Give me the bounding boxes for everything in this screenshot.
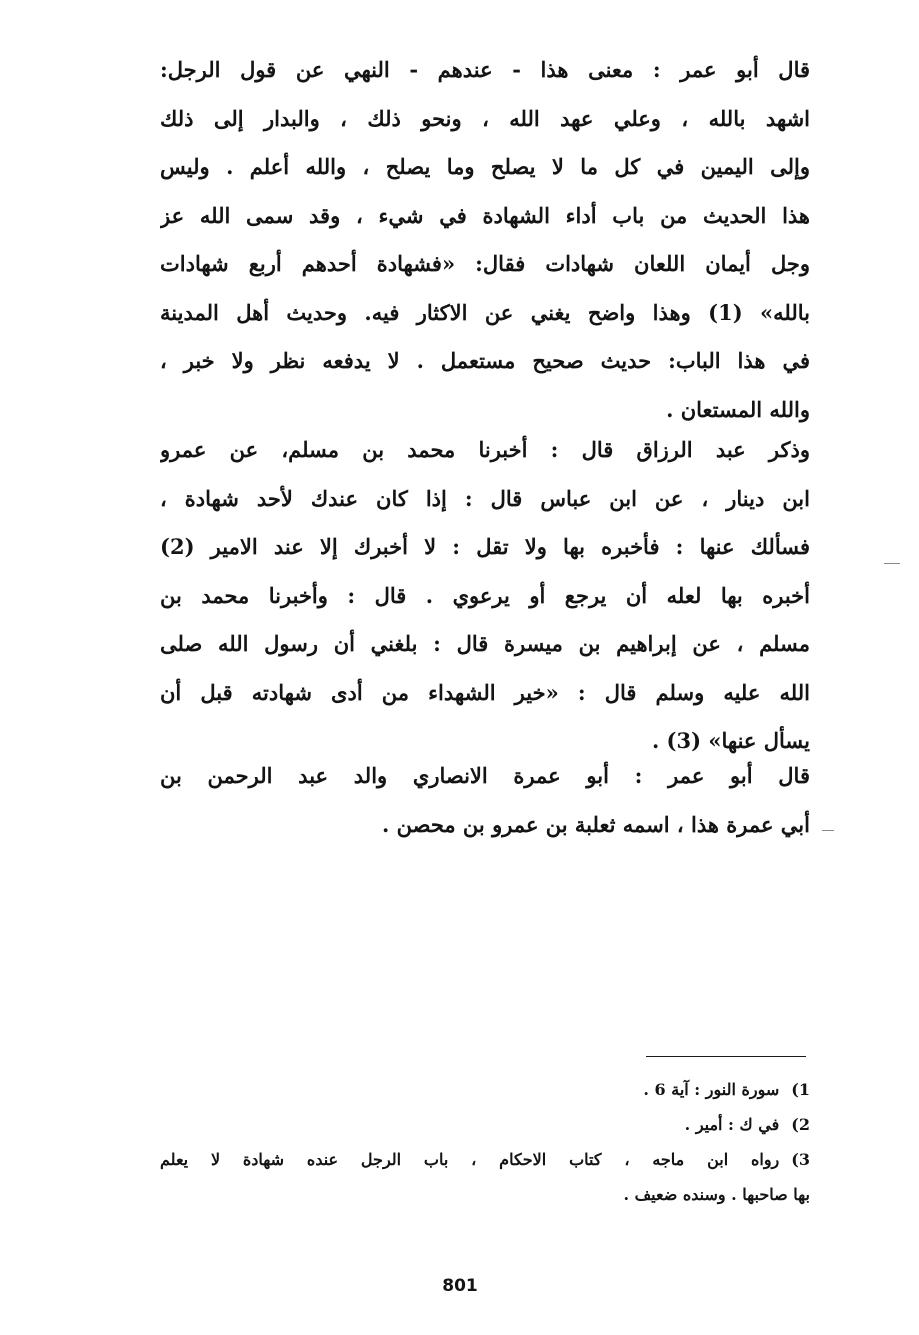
text-line: هذا الحديث من باب أداء الشهادة في شيء ، وقد سمى الله عز [160,202,810,228]
footnote-1 [160,1072,810,1107]
text-line: مسلم ، عن إبراهيم بن ميسرة قال : بلغني أن رسول الله صلى [160,631,810,656]
footnote-separator [646,1056,806,1057]
paragraph-2 [160,426,810,766]
text-line: يسأل عنها» (3) . [651,728,810,753]
text-line: أبي عمرة هذا ، اسمه ثعلبة بن عمرو بن محصن . [382,811,810,837]
page-number: 801 [442,1276,478,1296]
footnote-3 [160,1142,810,1177]
text-line: في هذا الباب: حديث صحيح مستعمل . لا يدفعه نظر ولا خبر ، [160,348,810,373]
footnote-text: سورة النور : آية 6 . [643,1080,780,1099]
paragraph-1 [160,46,810,434]
footnote-text: في ك : أمير . [684,1115,780,1134]
footnote-number: 2) [791,1115,810,1134]
text-line: بالله» (1) وهذا واضح يغني عن الاكثار فيه. وحديث أهل المدينة [160,299,810,325]
margin-mark [822,830,834,831]
text-line: ابن دينار ، عن ابن عباس قال : إذا كان عندك لأحد شهادة ، [160,485,810,511]
paragraph-3 [160,752,810,849]
footnote-text: رواه ابن ماجه ، كتاب الاحكام ، باب الرجل عنده شهادة لا يعلم [160,1150,780,1169]
text-line: وذكر عبد الرزاق قال : أخبرنا محمد بن مسلم، عن عمرو [160,437,810,462]
text-line: أخبره بها لعله أن يرجع أو يرعوي . قال : وأخبرنا محمد بن [160,582,810,608]
text-line: فسألك عنها : فأخبره بها ولا تقل : لا أخبرك إلا عند الامير (2) [160,534,810,559]
footnote-number: 1) [791,1080,810,1099]
text-line: وإلى اليمين في كل ما لا يصلح وما يصلح ، والله أعلم . وليس [160,154,810,179]
margin-mark [884,563,900,564]
text-line: وجل أيمان اللعان شهادات فقال: «فشهادة أحدهم أربع شهادات [160,251,810,276]
text-line: قال أبو عمر : معنى هذا - عندهم - النهي عن قول الرجل: [160,57,810,82]
text-line: الله عليه وسلم قال : «خير الشهداء من أدى شهادته قبل أن [160,679,810,705]
footnote-number: 3) [791,1150,810,1169]
footnotes [160,1072,810,1212]
text-line: قال أبو عمر : أبو عمرة الانصاري والد عبد الرحمن بن [160,763,810,788]
text-line: اشهد بالله ، وعلي عهد الله ، ونحو ذلك ، والبدار إلى ذلك [160,105,810,131]
footnote-3-continuation: بها صاحبها . وسنده ضعيف . [623,1185,810,1204]
footnote-2 [160,1107,810,1142]
text-line: والله المستعان . [666,396,810,422]
